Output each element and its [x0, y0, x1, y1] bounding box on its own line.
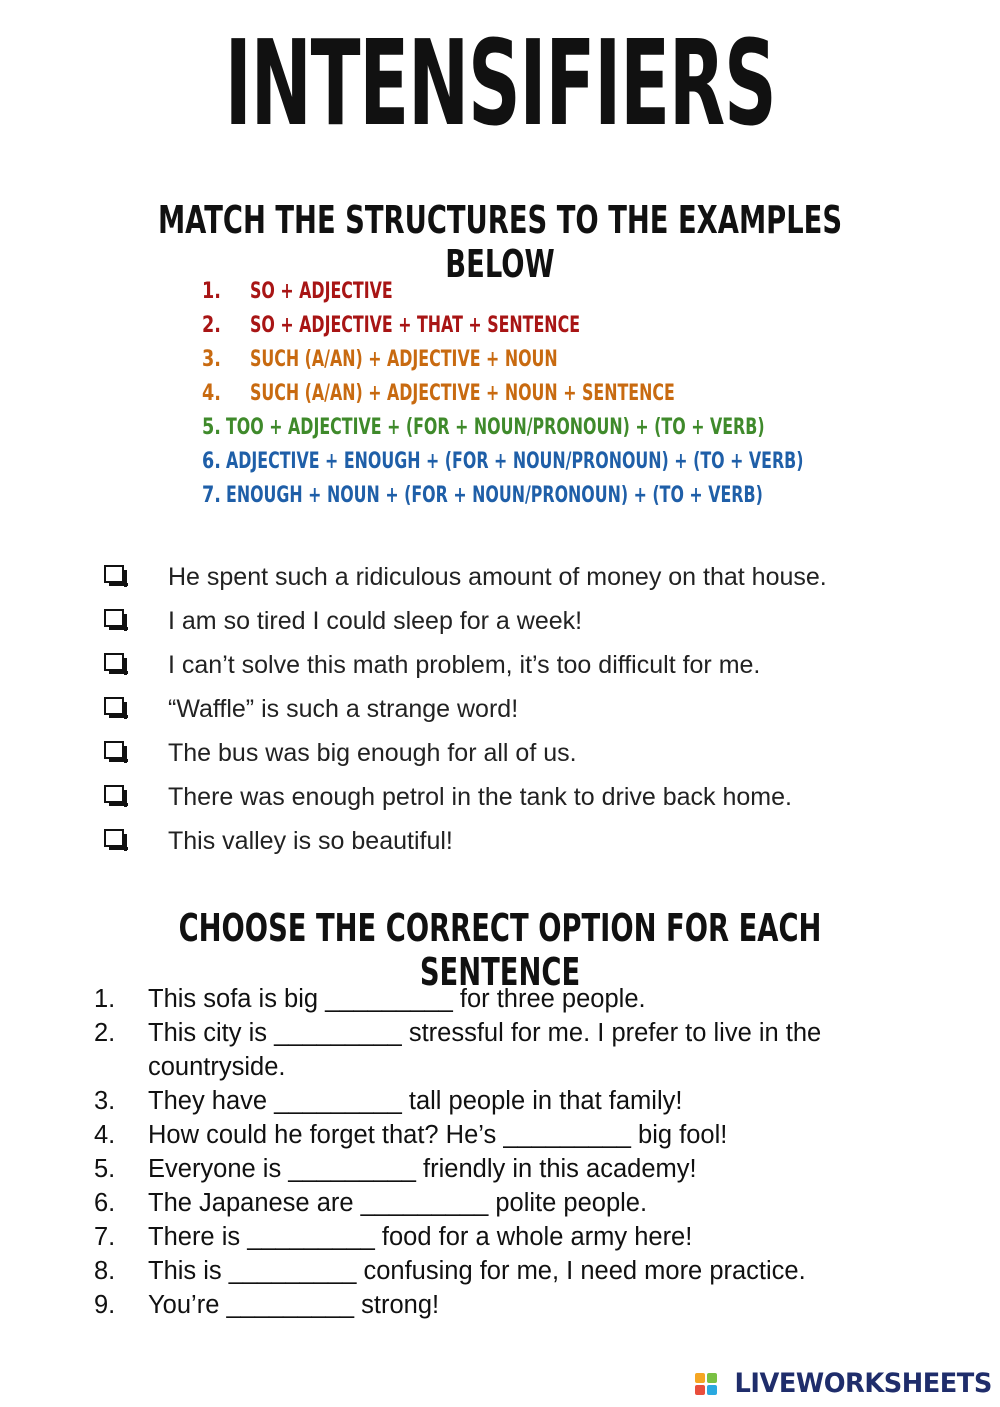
- structure-item: [202, 478, 962, 512]
- question-item: [94, 982, 944, 1016]
- structure-number: 6.: [202, 448, 221, 474]
- example-text: He spent such a ridiculous amount of money on that house.: [168, 562, 827, 591]
- page-title: INTENSIFIERS: [224, 14, 776, 152]
- structure-number: 3.: [202, 346, 221, 372]
- example-item: [104, 555, 964, 599]
- example-item: [104, 819, 964, 863]
- structures-list: [202, 274, 962, 512]
- example-text: I am so tired I could sleep for a week!: [168, 606, 583, 635]
- example-text: “Waffle” is such a strange word!: [168, 694, 519, 723]
- liveworksheets-logo-icon: [695, 1373, 717, 1395]
- checkbox-icon[interactable]: [104, 653, 124, 671]
- question-number: 6.: [94, 1189, 116, 1217]
- logo-square: [695, 1373, 705, 1383]
- question-item: [94, 1254, 944, 1288]
- logo-square: [707, 1373, 717, 1383]
- example-item: [104, 643, 964, 687]
- checkbox-icon[interactable]: [104, 565, 124, 583]
- question-item: [94, 1152, 944, 1186]
- question-text: They have _________ tall people in that family!: [148, 1087, 683, 1115]
- structure-number: 4.: [202, 380, 221, 406]
- question-number: 5.: [94, 1155, 116, 1183]
- example-item: [104, 687, 964, 731]
- example-item: [104, 731, 964, 775]
- structure-item: [202, 444, 962, 478]
- example-text: I can’t solve this math problem, it’s too difficult for me.: [168, 650, 761, 679]
- structure-number: 5.: [202, 414, 221, 440]
- question-item: [94, 1084, 944, 1118]
- liveworksheets-logo[interactable]: [695, 1368, 992, 1399]
- question-text: This city is _________ stressful for me. I prefer to live in the countryside.: [148, 1019, 822, 1081]
- question-item: [94, 1220, 944, 1254]
- question-number: 8.: [94, 1257, 116, 1285]
- questions-list: [94, 982, 944, 1322]
- checkbox-icon[interactable]: [104, 829, 124, 847]
- structure-item: [202, 308, 962, 342]
- example-item: [104, 599, 964, 643]
- logo-square: [707, 1385, 717, 1395]
- structure-item: [202, 274, 962, 308]
- structure-number: 7.: [202, 482, 221, 508]
- examples-list: [104, 555, 964, 863]
- checkbox-icon[interactable]: [104, 785, 124, 803]
- question-number: 2.: [94, 1019, 116, 1047]
- structure-number: 2.: [202, 312, 221, 338]
- question-number: 1.: [94, 985, 116, 1013]
- logo-text: LIVEWORKSHEETS: [734, 1368, 992, 1399]
- example-item: [104, 775, 964, 819]
- checkbox-icon[interactable]: [104, 697, 124, 715]
- section-heading-choose: CHOOSE THE CORRECT OPTION FOR EACH SENTENCE: [178, 906, 822, 994]
- checkbox-icon[interactable]: [104, 741, 124, 759]
- structure-text: SO + ADJECTIVE + THAT + SENTENCE: [250, 312, 581, 338]
- question-number: 9.: [94, 1291, 116, 1319]
- structure-text: ENOUGH + NOUN + (FOR + NOUN/PRONOUN) + (TO + VERB): [225, 482, 763, 508]
- structure-text: ADJECTIVE + ENOUGH + (FOR + NOUN/PRONOUN) + (TO + VERB): [225, 448, 804, 474]
- structure-number: 1.: [202, 278, 221, 304]
- question-text: This sofa is big _________ for three people.: [148, 985, 646, 1013]
- structure-text: SUCH (A/AN) + ADJECTIVE + NOUN: [250, 346, 558, 372]
- question-text: The Japanese are _________ polite people.: [148, 1189, 648, 1217]
- question-number: 4.: [94, 1121, 116, 1149]
- example-text: This valley is so beautiful!: [168, 826, 453, 855]
- question-text: This is _________ confusing for me, I need more practice.: [148, 1257, 806, 1285]
- question-number: 7.: [94, 1223, 116, 1251]
- structure-item: [202, 342, 962, 376]
- question-item: [94, 1118, 944, 1152]
- structure-text: SUCH (A/AN) + ADJECTIVE + NOUN + SENTENCE: [250, 380, 675, 406]
- section-heading-match: MATCH THE STRUCTURES TO THE EXAMPLES BELOW: [157, 198, 843, 286]
- logo-square: [695, 1385, 705, 1395]
- example-text: There was enough petrol in the tank to drive back home.: [168, 782, 792, 811]
- question-item: [94, 1016, 944, 1084]
- checkbox-icon[interactable]: [104, 609, 124, 627]
- question-number: 3.: [94, 1087, 116, 1115]
- question-text: How could he forget that? He’s _________ big fool!: [148, 1121, 728, 1149]
- question-item: [94, 1288, 944, 1322]
- question-text: You’re _________ strong!: [148, 1291, 440, 1319]
- question-text: There is _________ food for a whole army here!: [148, 1223, 693, 1251]
- structure-item: [202, 410, 962, 444]
- structure-item: [202, 376, 962, 410]
- question-item: [94, 1186, 944, 1220]
- structure-text: TOO + ADJECTIVE + (FOR + NOUN/PRONOUN) + (TO + VERB): [225, 414, 765, 440]
- structure-text: SO + ADJECTIVE: [250, 278, 393, 304]
- example-text: The bus was big enough for all of us.: [168, 738, 577, 767]
- question-text: Everyone is _________ friendly in this academy!: [148, 1155, 697, 1183]
